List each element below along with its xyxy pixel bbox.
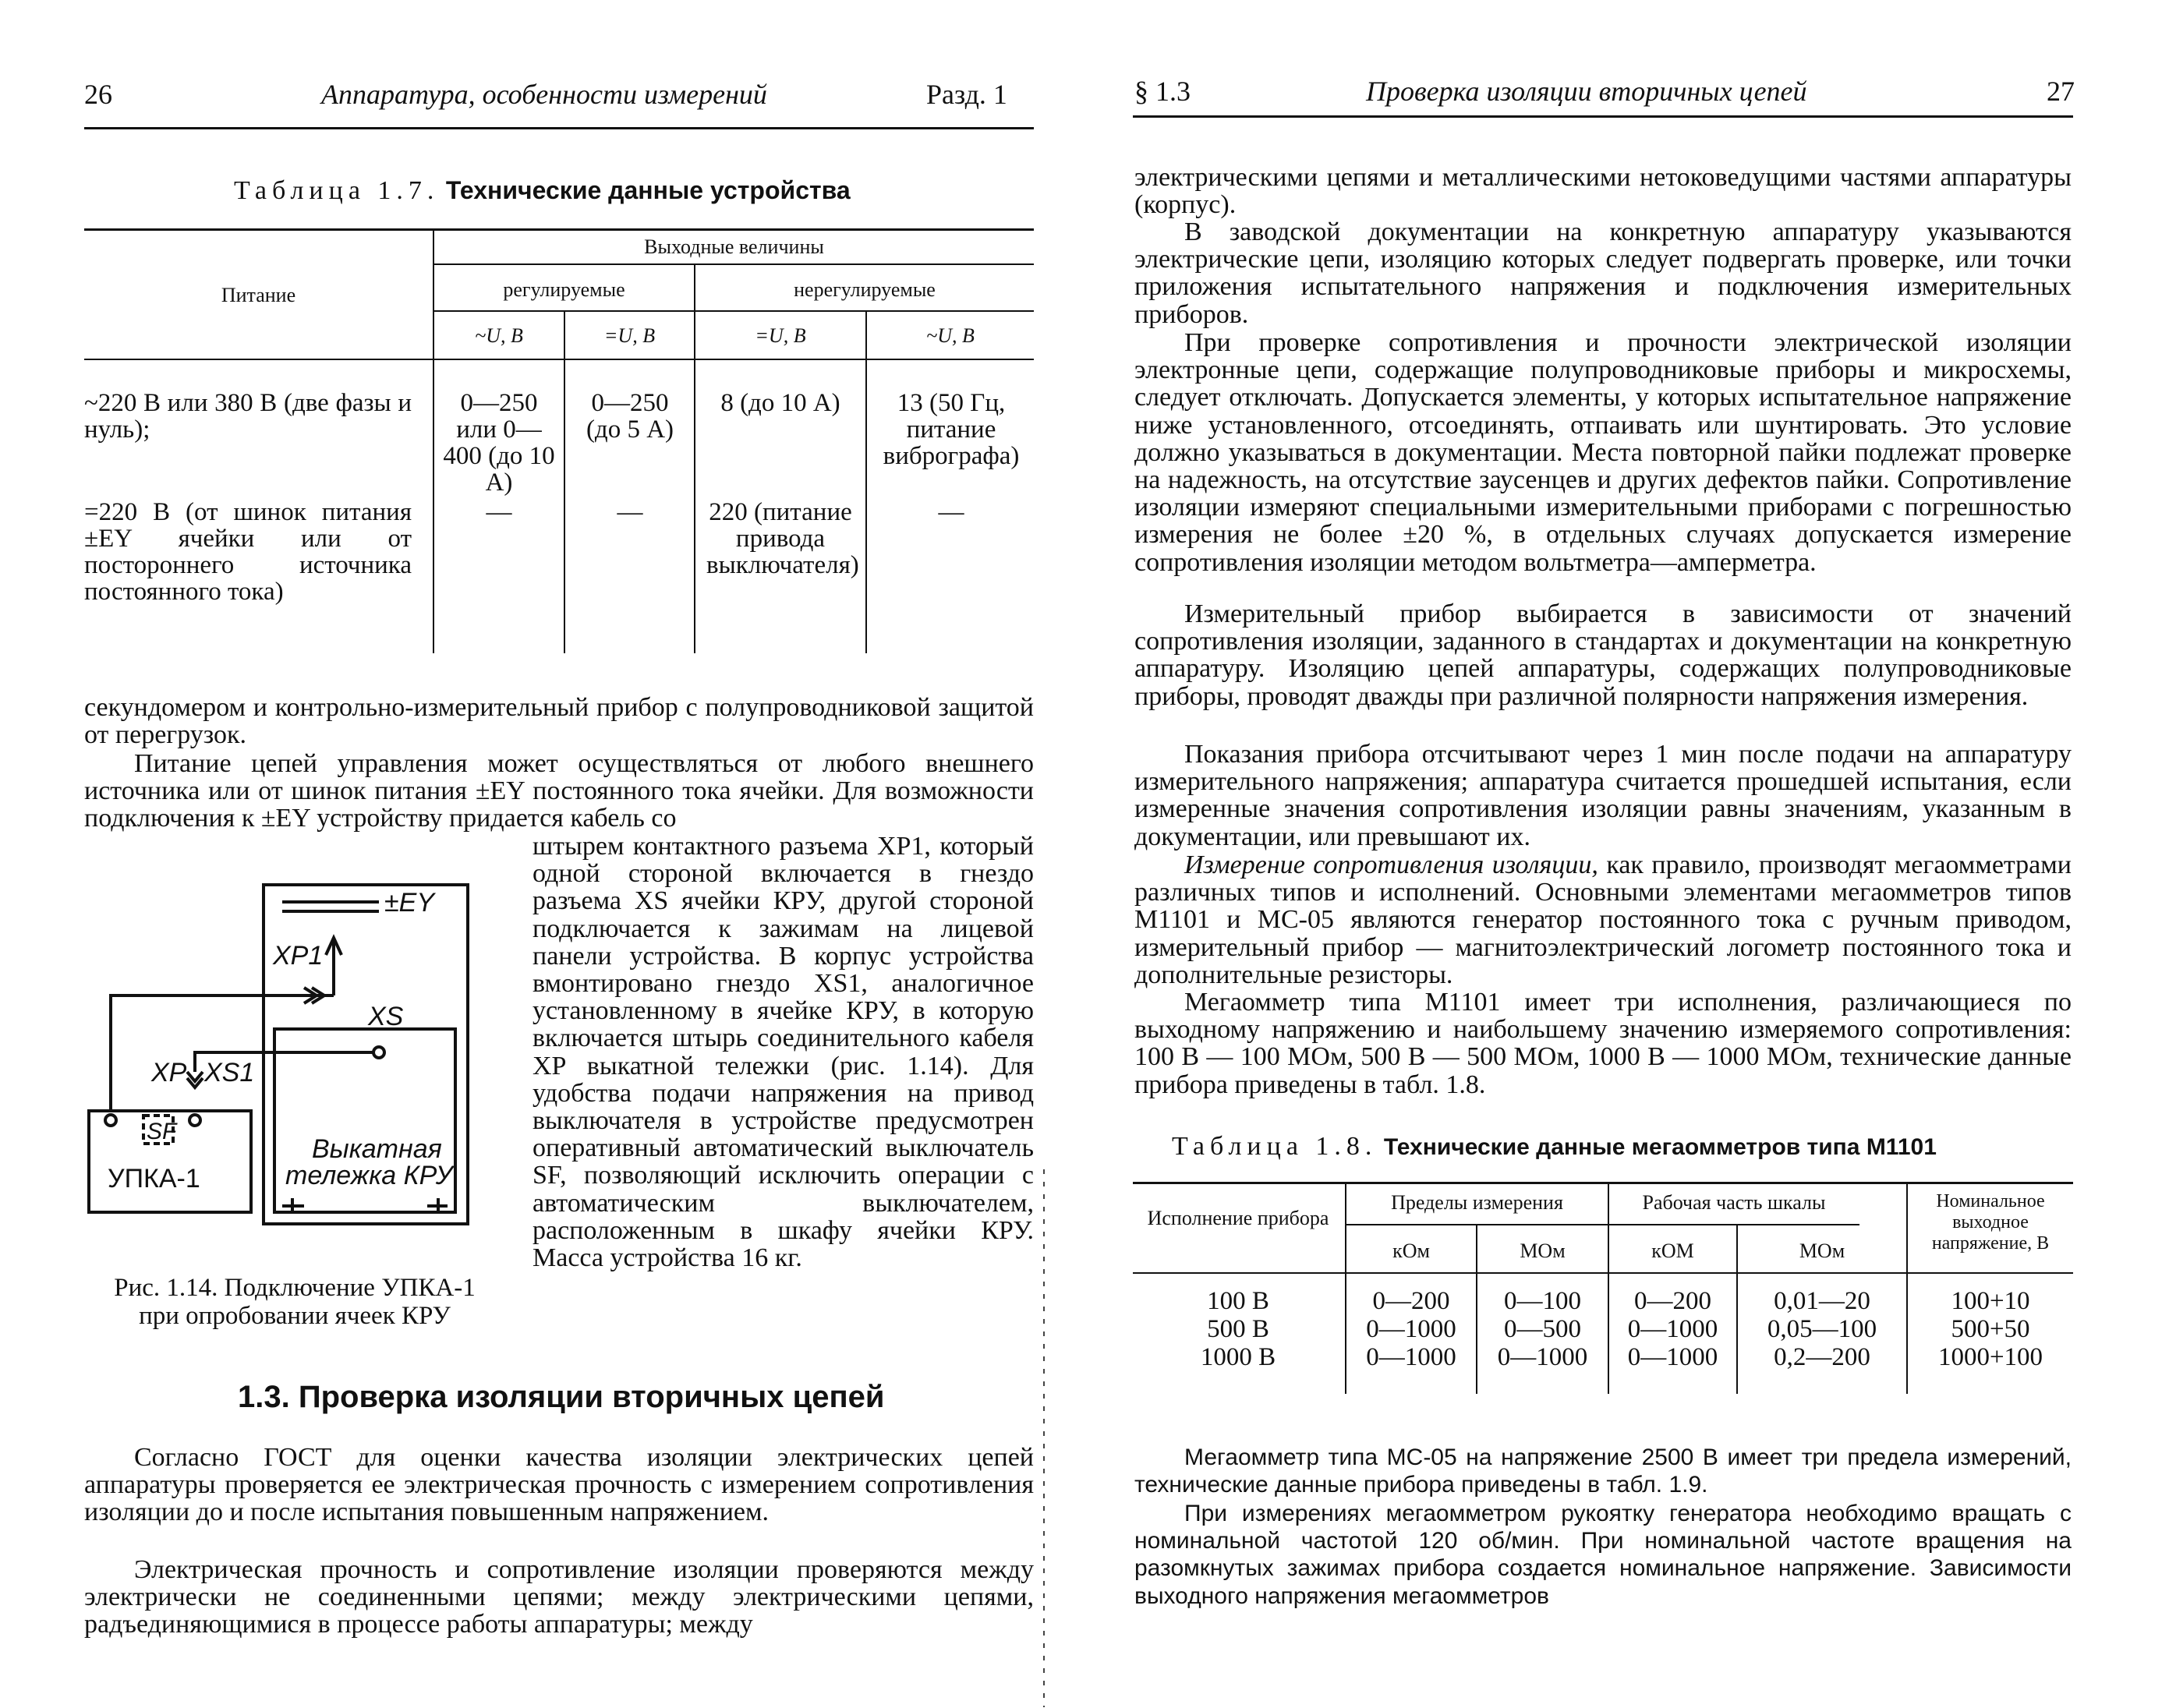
header-output: Выходные величины xyxy=(644,235,824,258)
table-1-8-cell-sc-k: 0—200 xyxy=(1634,1287,1711,1315)
right-para-4: Измерительный прибор выбирается в зависимости от значений сопротивления изоляции, заданного в стандартах и документации на конкретную аппаратуру. Изоляцию цепей аппаратуры, содержащих полупроводниковые приборы, проводят дважды при различной полярности напряжения измерения. xyxy=(1134,599,2072,711)
header-version: Исполнение прибора xyxy=(1147,1207,1329,1229)
header-reg-dc: =U, В xyxy=(603,324,656,347)
header-unreg-ac: ~U, В xyxy=(926,324,975,347)
table-1-8-cell-version: 100 В xyxy=(1207,1287,1269,1315)
running-title-right: Проверка изоляции вторичных цепей xyxy=(1366,76,1807,107)
row2-unreg-dc: 220 (питание привода выключателя) xyxy=(706,498,859,579)
header-lim-mohm: МОм xyxy=(1520,1239,1566,1262)
table-1-8-cell-version: 500 В xyxy=(1207,1315,1269,1343)
figure-label-xp1: XP1 xyxy=(273,941,324,971)
figure-label-upka: УПКА-1 xyxy=(108,1164,200,1193)
right-para-7: Мегаомметр типа М1101 имеет три исполнения, различающиеся по выходному напряжению и наибольшему значению измеряемого сопротивления: 100 В — 100 МОм, 500 В — 500 МОм, 1000 В — 1000 МОм, технические данные прибора приведены в табл. 1.8. xyxy=(1134,988,2072,1099)
section-marker-right: § 1.3 xyxy=(1134,76,1191,107)
xp-connector-icon xyxy=(187,1072,203,1087)
row2-unreg-ac: — xyxy=(938,498,964,526)
table-1-8-cell-nom: 100+10 xyxy=(1951,1287,2030,1315)
table-1-8-cell-version: 1000 В xyxy=(1200,1343,1276,1371)
table-1-7-label: Таблица 1.7. xyxy=(234,176,440,205)
section-marker-left: Разд. 1 xyxy=(926,79,1007,110)
header-lim-kohm: кОм xyxy=(1392,1239,1430,1262)
right-para-6 xyxy=(1134,851,2072,988)
table-1-8-title: Технические данные мегаомметров типа М1101 xyxy=(1383,1134,1937,1160)
right-para-3: При проверке сопротивления и прочности электрической изоляции электронные цепи, содержащие полупроводниковые приборы и микросхемы, следует отключать. Допускается элементы, у которых испытательное напряжение ниже установленного, отсоединять, отпаивать или шунтировать. Это условие должно указываться в документации. Места повторной пайки подлежат проверке на надежность, на отсутствие заусенцев и других дефектов пайки. Сопротивление изоляции измеряют специальными измерительными приборами с погрешностью измерения не более ±20 %, в отдельных случаях допускается измерение сопротивления изоляции методом вольтметра—амперметра. xyxy=(1134,328,2072,577)
left-para-2: Питание цепей управления может осуществляться от любого внешнего источника или от шинок питания ±EY постоянного тока ячейки. Для возможности подключения к ±EY устройству придается кабель со xyxy=(84,749,1034,833)
header-scale-kohm: кОМ xyxy=(1651,1239,1694,1262)
left-para-5: Электрическая прочность и сопротивление изоляции проверяются между электрически не соединенными цепями; между электрическими цепями, радъединяющимися в процессе работы аппаратуры; между xyxy=(84,1555,1034,1639)
header-reg-ac: ~U, В xyxy=(475,324,523,347)
section-heading: 1.3. Проверка изоляции вторичных цепей xyxy=(238,1380,885,1414)
right-para-2: В заводской документации на конкретную аппаратуру указываются электрические цепи, изоляцию которых следует подвергать проверке, или точки приложения испытательного напряжения и подключения измерительных приборов. xyxy=(1134,217,2072,329)
header-rule-right xyxy=(1133,115,2073,118)
left-page xyxy=(0,0,1064,1708)
table-1-8-cell-sc-m: 0,2—200 xyxy=(1774,1343,1870,1371)
table-1-7-caption xyxy=(234,176,851,206)
figure-label-sf: SF xyxy=(147,1119,177,1144)
running-title-left: Аппаратура, особенности измерений xyxy=(321,79,767,110)
table-1-8-cell-lim-m: 0—500 xyxy=(1504,1315,1581,1343)
table-1-8-cell-nom: 500+50 xyxy=(1951,1315,2030,1343)
right-para-5: Показания прибора отсчитывают через 1 мин после подачи на аппаратуру измерительного напряжения; аппаратура считается прошедшей испытания, если измеренные значения сопротивления изоляции равны значениям, указанным в документации, или превышают их. xyxy=(1134,740,2072,851)
terminal-right-icon xyxy=(189,1115,200,1126)
table-1-8-caption xyxy=(1172,1132,1937,1162)
row2-reg-dc: — xyxy=(617,498,643,526)
header-nominal: Номинальное выходное напряжение, В xyxy=(1931,1191,2050,1254)
right-page xyxy=(1064,0,2169,1708)
row2-power: =220 В (от шинок питания ±EY ячейки или от постороннего источника постоянного тока) xyxy=(84,498,412,606)
header-regulated: регулируемые xyxy=(503,278,625,301)
left-para-3: штырем контактного разъема XP1, который одной стороной включается в гнездо разъема XS ячейки КРУ, другой стороной подключается к зажимам на лицевой панели устройства. В корпус устройства вмонтировано гнездо XS1, аналогичное установленному в ячейке КРУ, в которую включается штырь соединительного кабеля XP выкатной тележки (рис. 1.14). Для удобства подачи напряжения на привод выключателя в устройстве предусмотрен оперативный автоматический выключатель SF, позволяющий исключить операции с автоматическим выключателем, расположенным в шкафу ячейки КРУ. Масса устройства 16 кг. xyxy=(533,832,1034,1273)
header-limits: Пределы измерения xyxy=(1391,1191,1563,1214)
table-1-8-label: Таблица 1.8. xyxy=(1172,1132,1378,1161)
table-1-7-title: Технические данные устройства xyxy=(445,176,851,204)
header-power: Питание xyxy=(221,284,296,306)
row2-reg-ac: — xyxy=(486,498,512,526)
figure-label-xs1: XS1 xyxy=(204,1058,255,1087)
right-para-1: электрическими цепями и металлическими нетоковедущими частями аппаратуры (корпус). xyxy=(1134,163,2072,220)
figure-label-xp: XP xyxy=(151,1058,187,1087)
figure-caption-line-2: при опробовании ячеек КРУ xyxy=(139,1302,451,1330)
row1-power: ~220 В или 380 В (две фазы и нуль); xyxy=(84,389,412,444)
page-gutter xyxy=(1043,1169,1045,1707)
right-para-6-body: как правило, производят мегаомметрами различных типов и исполнений. Основными элементами мегаомметров типов М1101 и МС-05 являются генератор постоянного тока с ручным приводом, измерительный прибор — магнитоэлектрический логометр постоянного тока и дополнительные резисторы. xyxy=(1134,850,2072,989)
table-1-8-cell-lim-m: 0—100 xyxy=(1504,1287,1581,1315)
header-unreg-dc: =U, В xyxy=(755,324,806,347)
right-para-8: Мегаомметр типа МС-05 на напряжение 2500 В имеет три предела измерений, технические данные прибора приведены в табл. 1.9. xyxy=(1134,1445,2072,1498)
figure-caption-line-1: Рис. 1.14. Подключение УПКА-1 xyxy=(114,1274,476,1302)
row1-unreg-ac: 13 (50 Гц, питание вибрографа) xyxy=(883,389,1020,470)
table-1-8-cell-lim-k: 0—1000 xyxy=(1366,1343,1456,1371)
figure-label-ey: ±EY xyxy=(384,888,435,918)
figure-label-xs: XS xyxy=(368,1002,404,1031)
header-rule-left xyxy=(84,127,1034,129)
table-1-8-cell-nom: 1000+100 xyxy=(1937,1343,2043,1371)
left-para-1: секундомером и контрольно-измерительный прибор с полупроводниковой защитой от перегрузок. xyxy=(84,693,1034,750)
row1-reg-ac: 0—250 или 0—400 (до 10 А) xyxy=(443,389,555,497)
table-1-8-cell-sc-m: 0,01—20 xyxy=(1774,1287,1870,1315)
figure-label-cart-1: Выкатная xyxy=(312,1134,442,1164)
right-para-9: При измерениях мегаомметром рукоятку генератора необходимо вращать с номинальной частотой 120 об/мин. При номинальной частоте вращения на разомкнутых зажимах прибора создается номинальное напряжение. Зависимости выходного напряжения мегаомметров xyxy=(1134,1501,2072,1609)
right-para-6-lead: Измерение сопротивления изоляции, xyxy=(1184,850,1598,879)
header-scale: Рабочая часть шкалы xyxy=(1642,1191,1826,1214)
row1-unreg-dc: 8 (до 10 А) xyxy=(720,389,840,417)
table-1-8-cell-lim-m: 0—1000 xyxy=(1497,1343,1588,1371)
header-scale-mohm: МОм xyxy=(1799,1239,1845,1262)
figure-label-cart-2: тележка КРУ xyxy=(285,1161,453,1190)
terminal-icon xyxy=(373,1047,384,1058)
header-unregulated: нерегулируемые xyxy=(794,278,936,301)
row1-reg-dc: 0—250 (до 5 А) xyxy=(586,389,674,444)
page-number-right: 27 xyxy=(2047,76,2075,107)
table-1-8-cell-sc-m: 0,05—100 xyxy=(1767,1315,1877,1343)
figure-1-14 xyxy=(78,877,515,1236)
page-number-left: 26 xyxy=(84,79,112,110)
table-1-8-cell-lim-k: 0—200 xyxy=(1372,1287,1450,1315)
table-1-8-cell-lim-k: 0—1000 xyxy=(1366,1315,1456,1343)
table-1-8-cell-sc-k: 0—1000 xyxy=(1627,1343,1718,1371)
terminal-left-icon xyxy=(105,1115,116,1126)
left-para-4: Согласно ГОСТ для оценки качества изоляции электрических цепей аппаратуры проверяется ее электрическая прочность с измерением сопротивления изоляции до и после испытания повышенным напряжением. xyxy=(84,1443,1034,1527)
table-1-8-cell-sc-k: 0—1000 xyxy=(1627,1315,1718,1343)
